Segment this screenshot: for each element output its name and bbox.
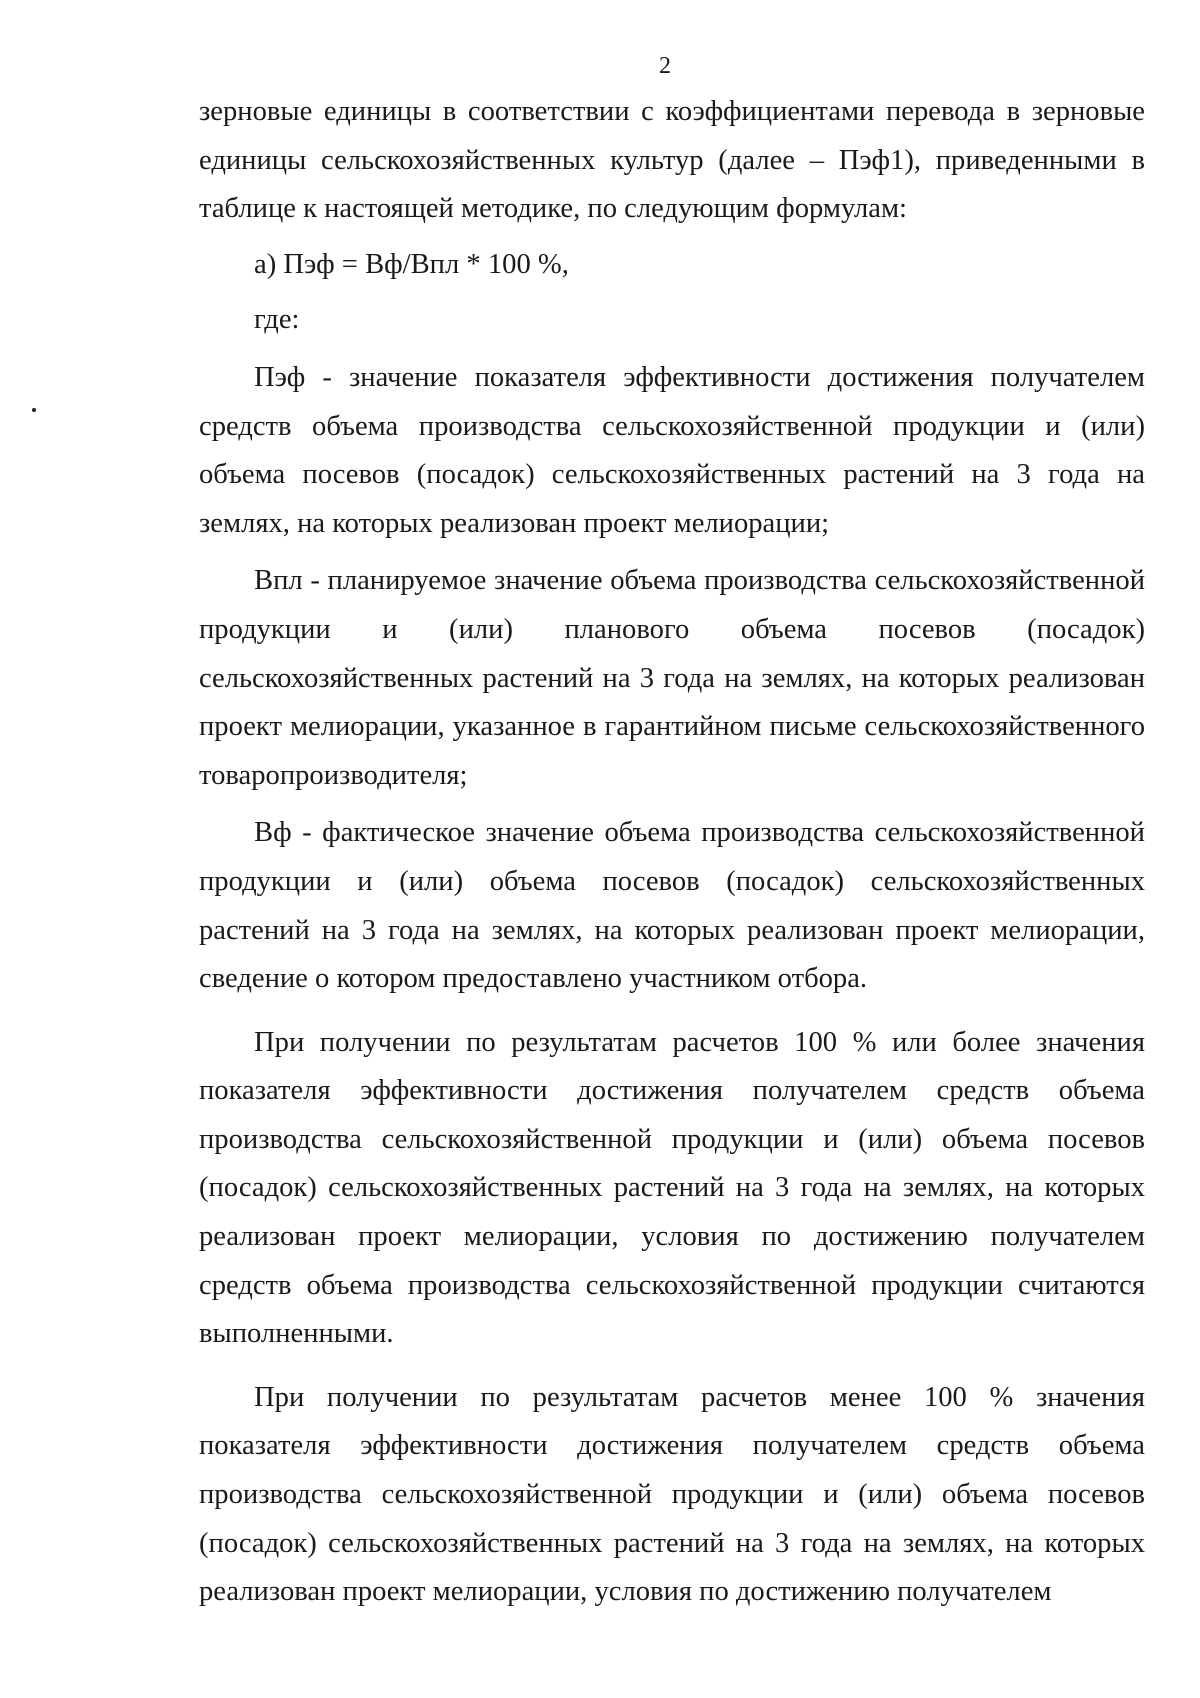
- document-body: [199, 88, 1145, 1617]
- formula: а) Пэф = Вф/Впл * 100 %,: [254, 248, 569, 280]
- paragraph-condition-not-met: При получении по результатам расчетов менее 100 % значения показателя эффективности достижения получателем средств объема производства сельскохозяйственной продукции и (или) объема посевов (посадок) сельскохозяйственных растений на 3 года на землях, на которых реализован проект мелиорации, условия по достижению получателем: [199, 1381, 1145, 1608]
- definition-pef: Пэф - значение показателя эффективности достижения получателем средств объема производства сельскохозяйственной продукции и (или) объема посевов (посадок) сельскохозяйственных растений на 3 года на землях, на которых реализован проект мелиорации;: [199, 361, 1145, 539]
- paragraph-condition-met: При получении по результатам расчетов 100 % или более значения показателя эффективности достижения получателем средств объема производства сельскохозяйственной продукции и (или) объема посевов (посадок) сельскохозяйственных растений на 3 года на землях, на которых реализован проект мелиорации, условия по достижению получателем средств объема производства сельскохозяйственной продукции считаются выполненными.: [199, 1026, 1145, 1350]
- page-number: 2: [659, 53, 671, 79]
- definition-vf: Вф - фактическое значение объема производства сельскохозяйственной продукции и (или) объема посевов (посадок) сельскохозяйственных растений на 3 года на землях, на которых реализован проект мелиорации, сведение о котором предоставлено участником отбора.: [199, 817, 1145, 995]
- scan-speck: [32, 408, 36, 412]
- where-label: где:: [254, 304, 300, 336]
- paragraph-continuation: зерновые единицы в соответствии с коэффициентами перевода в зерновые единицы сельскохозяйственных культур (далее – Пэф1), приведенными в таблице к настоящей методике, по следующим формулам:: [199, 96, 1145, 225]
- definition-vpl: Впл - планируемое значение объема производства сельскохозяйственной продукции и (или) планового объема посевов (посадок) сельскохозяйственных растений на 3 года на землях, на которых реализован проект мелиорации, указанное в гарантийном письме сельскохозяйственного товаропроизводителя;: [199, 565, 1145, 791]
